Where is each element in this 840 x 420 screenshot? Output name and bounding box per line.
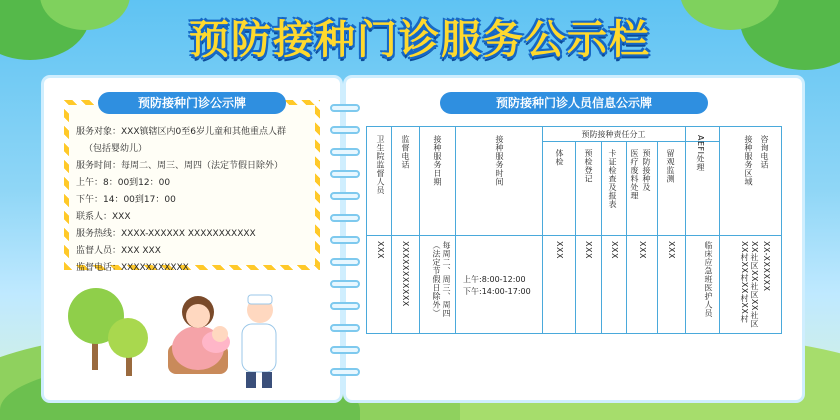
header-card-check: 卡证检查及报表	[608, 149, 617, 209]
table-divider	[542, 141, 719, 142]
header-consult-phone: 咨询电话	[760, 135, 769, 169]
table-col-line	[455, 127, 456, 333]
value-supervisor: XXX	[376, 241, 385, 259]
ring-icon	[330, 302, 360, 310]
ring-icon	[330, 170, 360, 178]
value-supervisor-phone: XXXXXXXXXXX	[401, 241, 410, 307]
table-col-line	[601, 141, 602, 333]
spiral-binding	[330, 104, 360, 384]
ring-icon	[330, 368, 360, 376]
board-title: 预防接种门诊服务公示栏	[189, 17, 651, 63]
ring-icon	[330, 280, 360, 288]
value-service-date: 每周二、周三、周四（法定节假日除外）	[432, 241, 451, 318]
value-card-check: XXX	[610, 241, 619, 259]
value-service-time-am: 上午:8:00-12:00	[463, 275, 526, 284]
table-title: 预防接种门诊人员信息公示牌	[440, 92, 708, 114]
table-col-line	[657, 141, 658, 333]
ring-icon	[330, 104, 360, 112]
table-col-line	[542, 127, 543, 333]
info-line-supervisors: 监督人员：XXX XXX	[76, 246, 161, 256]
info-lines	[76, 124, 316, 277]
ring-icon	[330, 258, 360, 266]
header-medical-waste: 医疗废料处理	[630, 149, 639, 200]
table-col-line	[419, 127, 420, 333]
info-line-service-target-note: （包括婴幼儿）	[84, 144, 148, 154]
info-line-service-time: 服务时间：每周二、周三、周四（法定节假日除外）	[76, 161, 284, 171]
header-supervisor: 卫生院监督人员	[376, 135, 385, 195]
value-register: XXX	[584, 241, 593, 259]
clinic-illustration	[150, 282, 310, 392]
header-checkup: 体检	[555, 149, 564, 166]
ring-icon	[330, 236, 360, 244]
info-line-afternoon: 下午：14：00到17：00	[76, 195, 176, 205]
doctor-mother-baby-icon	[150, 282, 310, 392]
info-line-hotline: 服务热线：XXXX-XXXXXX XXXXXXXXXXX	[76, 229, 256, 239]
header-vaccination: 预防接种及	[642, 149, 651, 192]
value-aefi: 临床应急班医护人员	[704, 241, 713, 318]
header-observation: 留观监测	[666, 149, 675, 183]
table-col-line	[685, 127, 686, 333]
header-service-area: 接种服务区域	[744, 135, 753, 186]
header-service-date: 接种服务日期	[433, 135, 442, 186]
ring-icon	[330, 192, 360, 200]
value-vaccination: XXX	[638, 241, 647, 259]
group-header: 预防接种责任分工	[581, 130, 646, 139]
ring-icon	[330, 148, 360, 156]
value-service-time-pm: 下午:14:00-17:00	[463, 287, 531, 296]
info-card-title: 预防接种门诊公示牌	[98, 92, 286, 114]
info-line-service-target: 服务对象：XXX镇辖区内0至6岁儿童和其他重点人群	[76, 127, 286, 137]
tree-icon	[108, 318, 148, 358]
value-consult-phone: XX-XXXXXX	[762, 241, 771, 292]
staff-info-table	[366, 126, 782, 334]
table-col-line	[391, 127, 392, 333]
value-observation: XXX	[667, 241, 676, 259]
ring-icon	[330, 126, 360, 134]
header-register: 预检登记	[584, 149, 593, 183]
table-col-line	[719, 127, 720, 333]
header-supervisor-phone: 监督电话	[401, 135, 410, 169]
header-aefi: AEFI处理	[696, 135, 705, 172]
value-service-area: XX社区XX社区XX社区XX村XX村XX村XX村	[740, 241, 759, 328]
table-col-line	[575, 141, 576, 333]
info-line-supervisor-phone: 监督电话：XXXXXXXXXXX	[76, 263, 189, 273]
value-checkup: XXX	[555, 241, 564, 259]
ring-icon	[330, 214, 360, 222]
info-line-contact: 联系人：XXX	[76, 212, 131, 222]
table-col-line	[626, 141, 627, 333]
header-service-time: 接种服务时间	[495, 135, 504, 186]
info-line-morning: 上午：8：00到12：00	[76, 178, 171, 188]
ring-icon	[330, 346, 360, 354]
ring-icon	[330, 324, 360, 332]
